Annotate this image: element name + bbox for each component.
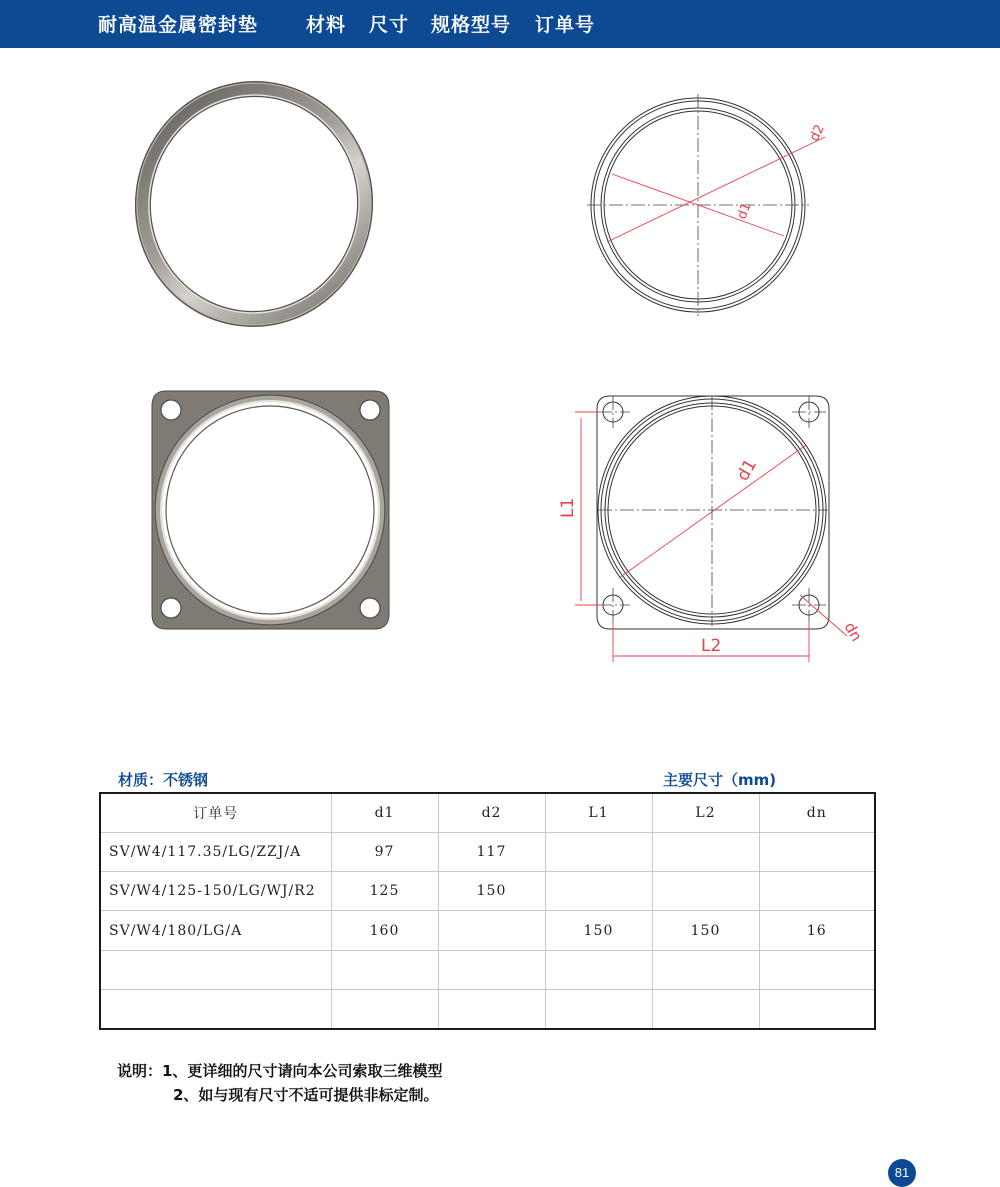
col-header-d1: d1 bbox=[331, 793, 438, 833]
table-row bbox=[100, 872, 875, 911]
table-row bbox=[100, 911, 875, 950]
table-row bbox=[100, 833, 875, 872]
table-cell bbox=[652, 872, 759, 911]
ring-d2-label: d2 bbox=[807, 122, 828, 144]
header-item-order: 订单号 bbox=[535, 14, 596, 36]
table-cell bbox=[759, 950, 875, 989]
table-cell bbox=[759, 989, 875, 1029]
table-cell bbox=[652, 833, 759, 872]
note-line-2: 2、如与现有尺寸不适可提供非标定制。 bbox=[173, 1086, 439, 1104]
header-item-model: 规格型号 bbox=[431, 14, 512, 36]
note-line-1: 说明：1、更详细的尺寸请向本公司索取三维模型 bbox=[117, 1062, 443, 1080]
header-title: 耐高温金属密封垫 bbox=[98, 14, 259, 36]
table-cell bbox=[545, 833, 652, 872]
order-number-cell bbox=[100, 989, 331, 1029]
square-technical-drawing bbox=[548, 390, 878, 665]
table-cell: 150 bbox=[652, 911, 759, 950]
material-caption: 材质：不锈钢 bbox=[118, 771, 209, 789]
col-header-order: 订单号 bbox=[100, 793, 331, 833]
ring-technical-drawing bbox=[585, 92, 835, 322]
table-cell bbox=[438, 950, 545, 989]
square-gasket-image bbox=[150, 388, 395, 633]
table-cell bbox=[759, 833, 875, 872]
table-cell: 150 bbox=[438, 872, 545, 911]
header-item-size: 尺寸 bbox=[369, 14, 410, 36]
order-number-cell: SV/W4/125-150/LG/WJ/R2 bbox=[100, 872, 331, 911]
table-cell bbox=[545, 989, 652, 1029]
table-row bbox=[100, 950, 875, 989]
notes bbox=[117, 1059, 442, 1107]
table-cell bbox=[331, 989, 438, 1029]
table-cell: 97 bbox=[331, 833, 438, 872]
col-header-L2: L2 bbox=[652, 793, 759, 833]
table-cell bbox=[545, 950, 652, 989]
table-header-row bbox=[100, 793, 875, 833]
order-number-cell: SV/W4/117.35/LG/ZZJ/A bbox=[100, 833, 331, 872]
spec-table bbox=[99, 792, 876, 1030]
table-cell bbox=[331, 950, 438, 989]
table-cell bbox=[652, 950, 759, 989]
flange-L1-label: L1 bbox=[558, 497, 578, 518]
col-header-L1: L1 bbox=[545, 793, 652, 833]
dimensions-caption: 主要尺寸（mm) bbox=[663, 771, 777, 789]
table-cell bbox=[759, 872, 875, 911]
order-number-cell: SV/W4/180/LG/A bbox=[100, 911, 331, 950]
flange-L2-label: L2 bbox=[701, 636, 722, 656]
header-bar bbox=[0, 0, 1000, 48]
ring-gasket-image bbox=[120, 70, 390, 340]
ring-d1-label: d1 bbox=[734, 200, 755, 222]
table-cell bbox=[652, 989, 759, 1029]
table-cell: 160 bbox=[331, 911, 438, 950]
table-cell bbox=[545, 872, 652, 911]
page-number: 81 bbox=[888, 1159, 916, 1187]
table-cell: 125 bbox=[331, 872, 438, 911]
table-cell bbox=[438, 989, 545, 1029]
header-item-material: 材料 bbox=[306, 14, 347, 36]
col-header-d2: d2 bbox=[438, 793, 545, 833]
col-header-dn: dn bbox=[759, 793, 875, 833]
table-cell: 150 bbox=[545, 911, 652, 950]
flange-d1-label: d1 bbox=[733, 455, 762, 485]
flange-dn-label: dn bbox=[840, 619, 866, 645]
table-cell: 117 bbox=[438, 833, 545, 872]
table-cell: 16 bbox=[759, 911, 875, 950]
order-number-cell bbox=[100, 950, 331, 989]
table-row bbox=[100, 989, 875, 1029]
table-cell bbox=[438, 911, 545, 950]
